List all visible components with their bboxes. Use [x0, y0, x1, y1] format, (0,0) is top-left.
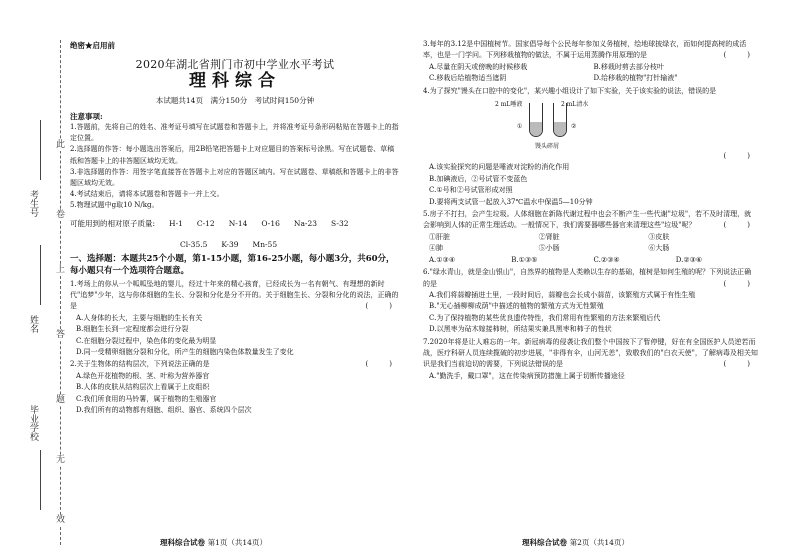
atomic-mass: Mn-55: [252, 239, 278, 249]
answer-parens[interactable]: ( ): [365, 360, 392, 369]
subject-title: 理科综合: [189, 71, 281, 91]
binding-char: 答: [55, 330, 65, 340]
test-tube-figure: [495, 99, 625, 149]
binding-char: 上: [55, 265, 65, 275]
option-b: B.移栽时剪去部分枝叶: [593, 62, 664, 71]
exam-title: 2020年湖北省荆门市初中学业水平考试: [135, 58, 335, 71]
question-stem: 5.房子不打扫，会产生垃圾。人体细胞在新陈代谢过程中也会不断产生一些代谢"垃圾"，若不及时清理，就会影响到人体的正常生理活动。一般情况下，我们需要器哪些器官来清理这些"垃圾"呢？: [423, 210, 752, 230]
atomic-mass: Cl-35.5: [180, 239, 208, 249]
option-d: D.我们所有的动物都有细胞、组织、器官、系统四个层次: [76, 406, 252, 415]
binding-char: 此: [55, 140, 65, 150]
figure-caption: 馒头碎屑: [535, 143, 560, 151]
answer-parens[interactable]: ( ): [723, 51, 750, 60]
exam-info: 本试题共14页 满分150分 考试时间150分钟: [155, 96, 315, 105]
atomic-mass-block: [70, 218, 400, 250]
option-d: D.给移栽的植物"打针输液": [593, 74, 678, 83]
option-a: A.①③④: [429, 255, 456, 264]
exam-number-label: 考生号: [28, 190, 38, 217]
answer-parens[interactable]: ( ): [723, 360, 750, 369]
organ-item: ⑤小肠: [538, 244, 560, 253]
test-tube-1-icon: [529, 103, 543, 137]
option-c: C.为了保持植物的某些优良遗传特性，我们常用有性繁殖的方法来繁殖后代: [429, 313, 661, 322]
name-line[interactable]: [40, 245, 41, 305]
option-a: A.绿色开花植物的根、茎、叶称为营养器官: [76, 371, 210, 380]
question-3: [423, 39, 758, 85]
answer-parens[interactable]: ( ): [723, 152, 750, 161]
option-d: D.以黑枣为砧木嫁接柿树，所结果实兼具黑枣和柿子的性状: [429, 325, 612, 334]
answer-parens[interactable]: ( ): [723, 279, 750, 288]
option-c: C.移栽后给植物适当遮阴: [429, 74, 507, 83]
notice-item: 5.物理试题中g取10 N/kg。: [70, 201, 159, 210]
question-stem: 2.关于生物体的结构层次，下列说法正确的是: [70, 360, 210, 369]
exam-number-line[interactable]: [40, 120, 41, 180]
option-d: D.②③⑥: [675, 255, 703, 264]
option-d: D.要将两支试管一起放入37℃温水中保温5—10分钟: [429, 197, 593, 206]
question-2: [70, 359, 400, 416]
footer-subject: 理科综合试卷: [160, 538, 205, 547]
binding-char: 无: [55, 455, 65, 465]
option-d: D.同一受精卵细胞分裂和分化，所产生的细胞内染色体数量发生了变化: [76, 348, 294, 357]
school-label: 毕业学校: [28, 405, 38, 441]
test-tube-2-icon: [553, 103, 567, 137]
option-c: C.我们所食用的马铃薯，属于植物的生殖器官: [76, 394, 217, 403]
left-footer: [160, 537, 267, 548]
organ-item: ③皮肤: [648, 232, 670, 241]
option-a: A."勤洗手，戴口罩"，这在传染病预防措施上属于切断传播途径: [429, 371, 625, 380]
option-a: A.该实验探究的问题是唾液对淀粉的消化作用: [429, 163, 570, 172]
notice-heading: 注意事项:: [70, 112, 103, 121]
atomic-mass: S-32: [331, 218, 349, 228]
school-line[interactable]: [40, 450, 41, 510]
binding-char: 题: [55, 395, 65, 405]
atomic-mass: N-14: [228, 218, 248, 228]
option-a: A.我们将蒜瓣插进土里，一段时间后，蒜瓣也会长成小蒜苗，该繁殖方式属于有性生殖: [429, 290, 696, 299]
answer-parens[interactable]: ( ): [723, 221, 750, 230]
organ-item: ⑥大肠: [648, 244, 670, 253]
question-stem: 6."绿水青山，就是金山银山"，自然界的植物是人类赖以生存的基础，植树是如何生殖的呢？下列说法正确的是: [423, 268, 752, 288]
binding-dashed-line: [60, 40, 61, 545]
tube-2-label: 2 mL清水: [561, 101, 589, 109]
right-footer: [522, 537, 629, 548]
question-stem: 4.为了探究"馒头在口腔中的变化"，某兴趣小组设计了如下实验，关于该实验的说法，错误的是: [423, 86, 717, 95]
atomic-mass: K-39: [221, 239, 239, 249]
footer-page-number: 第2页（共14页）: [569, 538, 629, 547]
question-stem: 1.考场上的你从一个呱呱坠地的婴儿，经过十年来的精心孩育，已经成长为一名有朝气、有理想的新时代"追梦"少年，这与你体细胞的生长、分裂和分化是分不开的。关于细胞生长、分裂和分化的说法，正确的是: [70, 279, 399, 311]
option-c: C.②③④: [593, 255, 620, 264]
question-stem: 3.每年的3.12是中国植树节。国家倡导每个公民每年参加义务植树，绘地球披绿衣，而如何提高树的成活率，也是一门学问。下列移栽植物的做法，不属于运用蒸腾作用原理的是: [423, 40, 747, 60]
option-b: B.①③⑤: [511, 255, 538, 264]
notice-item: 1.答题前，先将自己的姓名、准考证号填写在试题卷和答题卡上，并将准考证号条形码粘贴在答题卡上的指定位置。: [70, 123, 399, 143]
binding-char: 效: [55, 515, 65, 525]
option-b: B.细胞生长到一定程度都会进行分裂: [76, 325, 189, 334]
tube-2-number: ②: [571, 123, 577, 131]
tube-1-number: ①: [517, 123, 523, 131]
name-label: 姓名: [28, 315, 38, 333]
question-1: [70, 279, 400, 359]
organ-item: ①肝脏: [429, 232, 450, 241]
atomic-mass-label: 可能用到的相对原子质量:: [70, 218, 156, 228]
option-b: B."无心插柳柳成荫"中描述的植物的繁殖方式为无性繁殖: [429, 302, 604, 311]
footer-subject: 理科综合试卷: [522, 538, 567, 547]
left-page: [70, 40, 400, 417]
notice-item: 2.选择题的作答：每小题选出答案后，用2B铅笔把答题卡上对应题目的答案标号涂黑。写在试题卷、草稿纸和答题卡上的非答题区域均无效。: [70, 145, 395, 165]
tube-1-label: 2 mL唾液: [495, 101, 523, 109]
question-stem: 7.2020年将是让人难忘的一年。新冠病毒的侵袭让我们整个中国按下了暂停键，好在有全国医护人员逆若而战，医疗科研人员连续揽破的初步进展，"非得有伞，山河无恙"，致敬我们的"白衣天使"，了解病毒及相关知识是我们当前迫切的需要，下列说法错误的是: [423, 337, 758, 369]
option-b: B.人体的皮肤从结构层次上看属于上皮组织: [76, 383, 210, 392]
question-6: [423, 267, 758, 335]
option-c: C.在细胞分裂过程中，染色体的变化最为明显: [76, 336, 217, 345]
question-5: [423, 209, 758, 266]
binding-char: 卷: [55, 210, 65, 220]
atomic-mass: H-1: [169, 218, 183, 228]
option-b: B.加碘液后，②号试管不变蓝色: [429, 174, 528, 183]
footer-page-number: 第1页（共14页）: [207, 538, 267, 547]
option-a: A.人身体的长大，主要与细胞的生长有关: [76, 313, 203, 322]
question-7: [423, 337, 758, 383]
organ-item: ②肾脏: [538, 232, 560, 241]
option-c: C.①号和②号试管形成对照: [429, 186, 513, 195]
atomic-mass: Na-23: [293, 218, 317, 228]
question-4: [423, 86, 758, 208]
answer-parens[interactable]: ( ): [365, 302, 392, 311]
option-a: A.尽量在阴天或傍晚的时候移栽: [429, 62, 528, 71]
right-page: [423, 38, 758, 382]
atomic-mass: C-12: [196, 218, 215, 228]
organ-item: ④肺: [429, 244, 443, 253]
notice-block: [70, 111, 400, 212]
section-heading: 一、选择题：本题共25个小题，第1-15小题，第16-25小题，每小题3分，共60分，每小题只有一个选项符合题意。: [70, 253, 395, 277]
notice-item: 3.非选择题的作答：用签字笔直接答在答题卡上对应的答题区域内。写在试题卷、草稿纸和答题卡上的非答题区域均无效。: [70, 167, 399, 188]
notice-item: 4.考试结束后，请将本试题卷和答题卡一并上交。: [70, 190, 224, 199]
atomic-mass: O-16: [261, 218, 280, 228]
confidential-mark: 绝密★启用前: [70, 41, 115, 50]
